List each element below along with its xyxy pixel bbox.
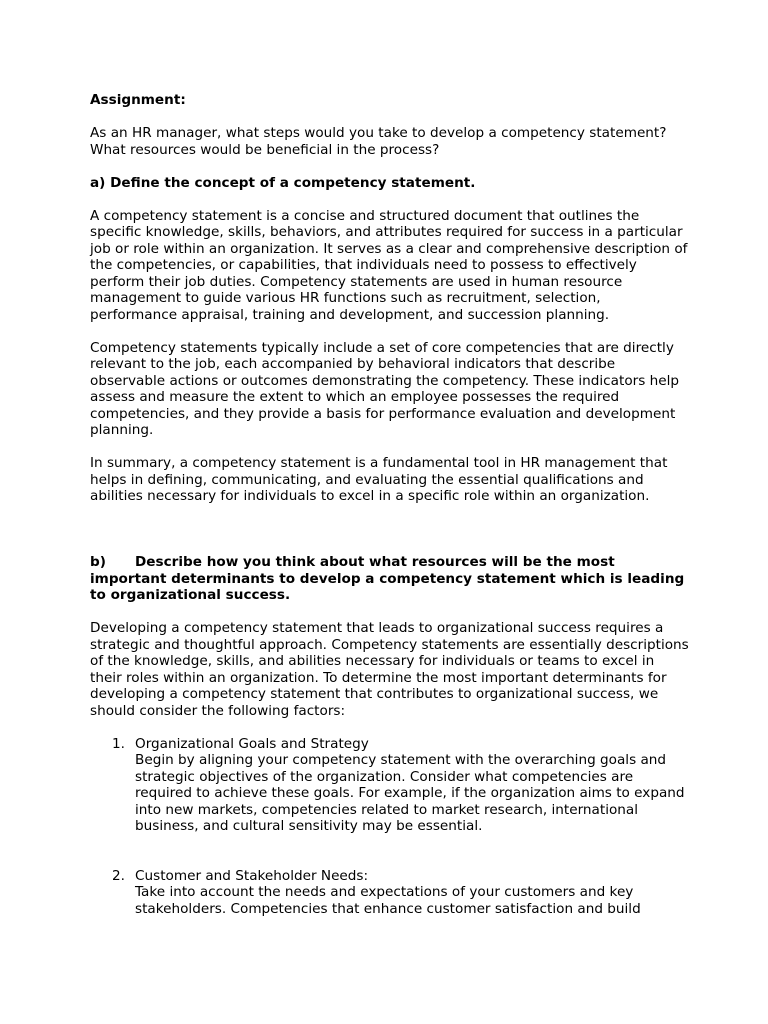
section-b-marker: b) [90, 554, 106, 570]
section-a-paragraph-1: A competency statement is a concise and structured document that outlines the specific knowledge, skills, behaviors, and attributes required for success in a particular job or role within an organization. It serves as a clear and comprehensive description of the competencies, or capabilities, that individuals need to possess to effectively perform their job duties. Competency statements are used in human resource management to guide various HR functions such as recruitment, selection, performance appraisal, training and development, and succession planning. [90, 207, 688, 323]
section-b-heading-text: Describe how you think about what resources will be the most important determinants to develop a competency statement which is leading to organizational success. [90, 554, 685, 603]
list-item [90, 868, 690, 918]
list-item-title: Customer and Stakeholder Needs: [135, 867, 369, 884]
list-item-number: 1. [112, 735, 125, 752]
section-a-paragraph-3: In summary, a competency statement is a fundamental tool in HR management that helps in defining, communicating, and evaluating the essential qualifications and abilities necessary for individuals to excel in a specific role within an organization. [90, 455, 668, 504]
document-page [90, 92, 690, 917]
list-item-title: Organizational Goals and Strategy [135, 735, 369, 752]
section-a-paragraph-2: Competency statements typically include a set of core competencies that are directly relevant to the job, each accompanied by behavioral indicators that describe observable actions or outcomes demonstrating the competency. These indicators help assess and measure the extent to which an employee possesses the required competencies, and they provide a basis for performance evaluation and development planning. [90, 339, 680, 438]
section-b-heading [90, 554, 690, 604]
section-a-heading: a) Define the concept of a competency statement. [90, 174, 476, 191]
section-b-intro: Developing a competency statement that leads to organizational success requires a strategic and thoughtful approach. Competency statements are essentially descriptions of the knowledge, skills, and abilities necessary for individuals or teams to excel in their roles within an organization. To determine the most important determinants for developing a competency statement that contributes to organizational success, we should consider the following factors: [90, 620, 689, 719]
list-item-number: 2. [112, 867, 125, 884]
list-item-text: Take into account the needs and expectations of your customers and key stakeholders. Competencies that enhance customer satisfaction and build [135, 884, 641, 917]
assignment-label: Assignment: [90, 92, 186, 108]
list-item [90, 736, 690, 835]
factors-list [90, 736, 690, 918]
list-item-text: Begin by aligning your competency statement with the overarching goals and strategic objectives of the organization. Consider what competencies are required to achieve these goals. For example, if the organization aims to expand into new markets, competencies related to market research, international business, and cultural sensitivity may be essential. [135, 752, 685, 834]
assignment-question: As an HR manager, what steps would you take to develop a competency statement? What resources would be beneficial in the process? [90, 125, 667, 158]
